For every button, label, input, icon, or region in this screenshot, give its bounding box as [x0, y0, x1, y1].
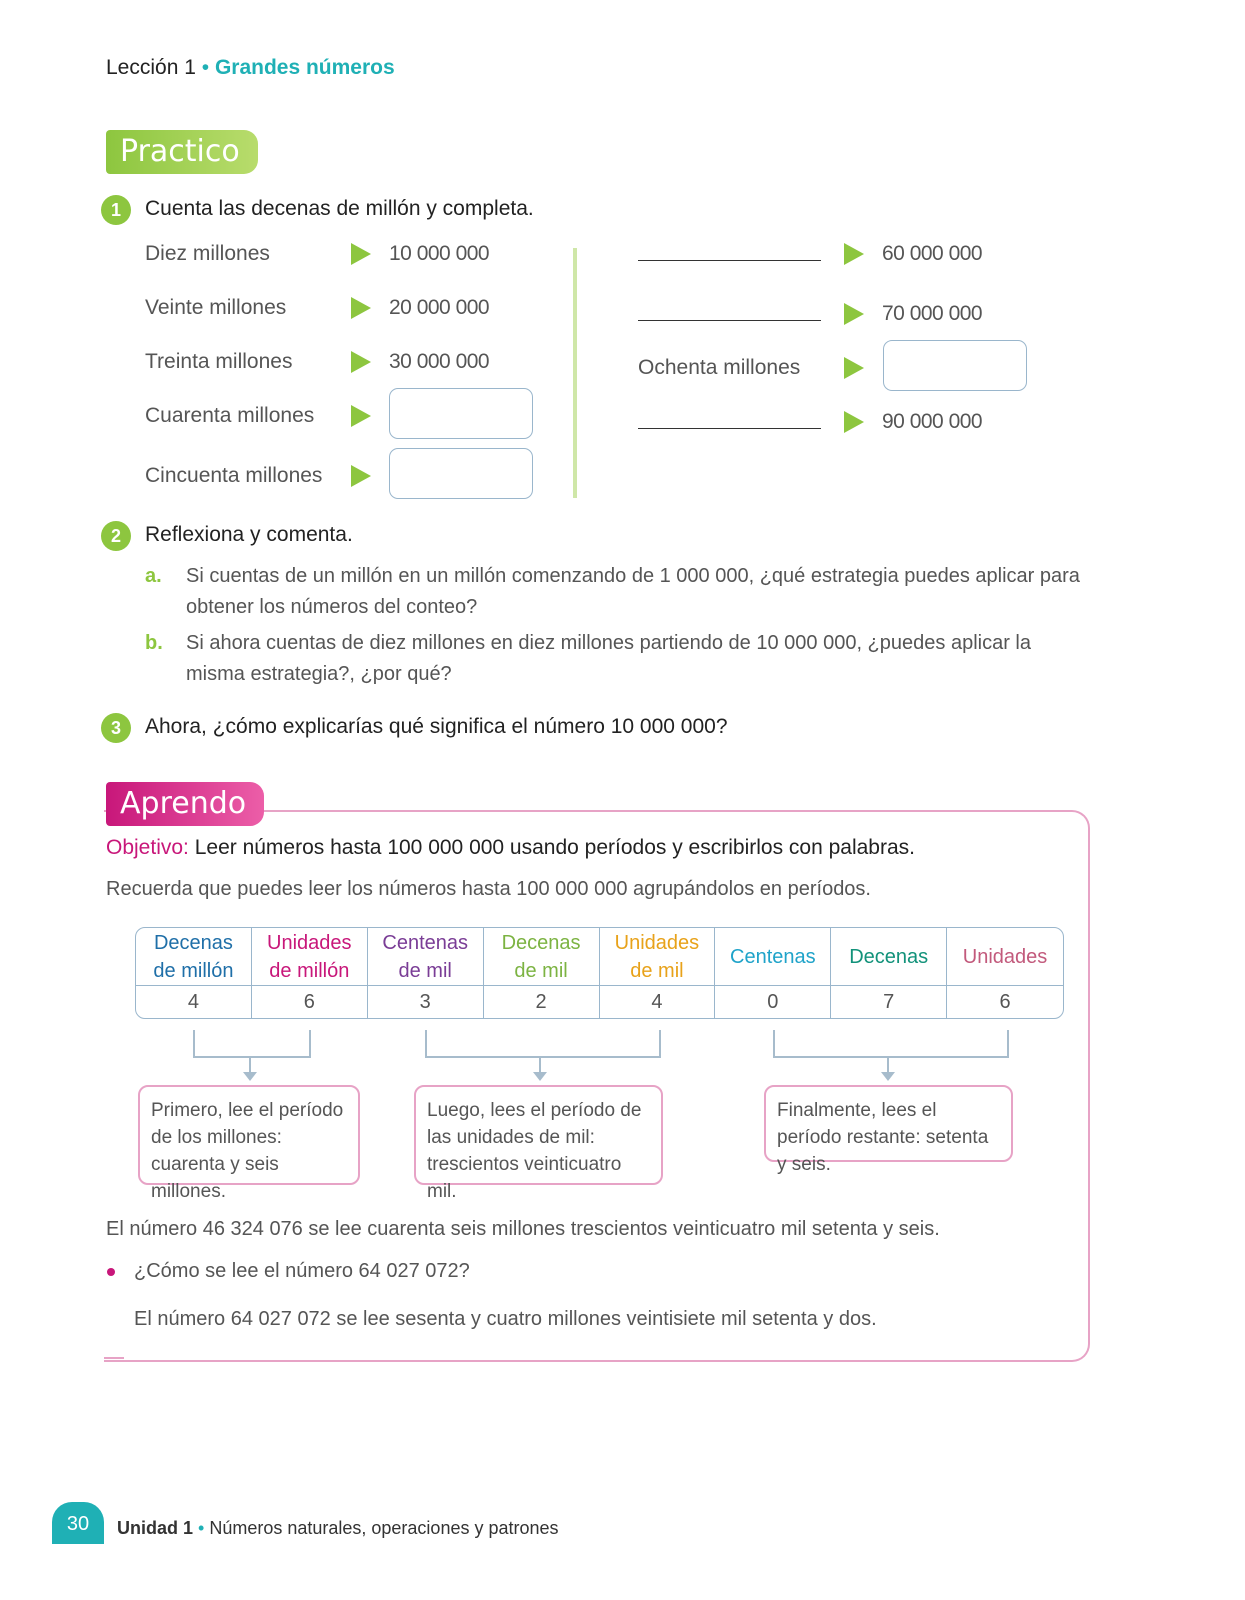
left-row-label: Treinta millones [145, 350, 293, 373]
left-row-value: 10 000 000 [389, 242, 490, 265]
left-row-label: Diez millones [145, 242, 270, 265]
objective-label: Objetivo: [106, 836, 189, 859]
question-3-text: Ahora, ¿cómo explicarías qué significa el número 10 000 000? [145, 715, 728, 738]
arrow-down-icon [533, 1072, 547, 1081]
arrow-right-icon [351, 465, 371, 487]
subquestion-text: Si cuentas de un millón en un millón comenzando de 1 000 000, ¿qué estrategia puedes aplicar para obtener los números del conteo? [186, 565, 1080, 618]
question-3-number: 3 [101, 713, 131, 743]
arrow-right-icon [351, 243, 371, 265]
example-sentence: El número 46 324 076 se lee cuarenta seis millones trescientos veinticuatro mil setenta y seis. [106, 1218, 940, 1240]
note-thousands: Luego, lees el período de las unidades de mil: trescientos veinticuatro mil. [414, 1085, 663, 1185]
objective [106, 836, 915, 860]
footer-title: Números naturales, operaciones y patrones [209, 1518, 559, 1538]
digit-cell: 3 [368, 986, 484, 1018]
header-centenas-de-mil: Centenas de mil [368, 928, 484, 986]
arrow-down-icon [881, 1072, 895, 1081]
period-bracket-thousands [425, 1030, 661, 1058]
arrow-right-icon [844, 357, 864, 379]
note-units: Finalmente, lees el período restante: setenta y seis. [764, 1085, 1013, 1162]
footer [117, 1518, 559, 1539]
header-unidades-de-millon: Unidades de millón [252, 928, 368, 986]
footer-separator: • [193, 1518, 210, 1538]
digit-cell: 4 [600, 986, 716, 1018]
digit-cell: 7 [831, 986, 947, 1018]
header-decenas-de-millon: Decenas de millón [136, 928, 252, 986]
question-1-number: 1 [101, 195, 131, 225]
header-unidades-de-mil: Unidades de mil [600, 928, 716, 986]
subquestion-letter: a. [145, 565, 162, 587]
arrow-right-icon [844, 243, 864, 265]
arrow-right-icon [351, 297, 371, 319]
left-row-label: Cincuenta millones [145, 464, 323, 487]
column-divider [573, 248, 577, 498]
answer-line-sesenta[interactable] [638, 260, 821, 261]
practice-banner: Practico [106, 130, 258, 174]
lesson-topic: Grandes números [214, 56, 395, 79]
period-bracket-units [773, 1030, 1009, 1058]
left-row-value: 30 000 000 [389, 350, 490, 373]
note-millions: Primero, lee el período de los millones: cuarenta y seis millones. [138, 1085, 360, 1185]
bracket-stem [539, 1056, 541, 1072]
subquestion-text: Si ahora cuentas de diez millones en diez millones partiendo de 10 000 000, ¿puedes aplicar la misma estrategia?, ¿por qué? [186, 632, 1031, 685]
header-decenas-de-mil: Decenas de mil [484, 928, 600, 986]
header-centenas: Centenas [715, 928, 831, 986]
footer-unit: Unidad 1 [117, 1518, 194, 1538]
header-decenas: Decenas [831, 928, 947, 986]
recall-text: Recuerda que puedes leer los números hasta 100 000 000 agrupándolos en períodos. [106, 878, 871, 900]
practice-question: ¿Cómo se lee el número 64 027 072? [134, 1260, 470, 1282]
answer-box-cincuenta[interactable] [389, 448, 533, 499]
header-separator: • [195, 56, 215, 79]
left-row-label: Cuarenta millones [145, 404, 315, 427]
bullet-icon [107, 1268, 115, 1276]
question-1-text: Cuenta las decenas de millón y completa. [145, 197, 534, 220]
left-row-label: Veinte millones [145, 296, 287, 319]
answer-line-noventa[interactable] [638, 428, 821, 429]
right-row-value: 90 000 000 [882, 410, 983, 433]
arrow-right-icon [351, 351, 371, 373]
subquestion-letter: b. [145, 632, 163, 654]
bracket-stem [887, 1056, 889, 1072]
question-2-number: 2 [101, 521, 131, 551]
header-unidades: Unidades [947, 928, 1063, 986]
lesson-header [106, 56, 395, 80]
digit-cell: 0 [715, 986, 831, 1018]
digit-cell: 4 [136, 986, 252, 1018]
lesson-number: Lección 1 [106, 56, 196, 79]
digit-cell: 6 [999, 990, 1011, 1013]
right-row-value: 70 000 000 [882, 302, 983, 325]
place-value-table [135, 927, 1064, 1019]
arrow-right-icon [351, 405, 371, 427]
learn-frame-bottom-edge [104, 1357, 124, 1359]
answer-line-setenta[interactable] [638, 320, 821, 321]
left-row-value: 20 000 000 [389, 296, 490, 319]
bracket-stem [249, 1056, 251, 1072]
learn-banner: Aprendo [106, 782, 264, 826]
arrow-right-icon [844, 411, 864, 433]
objective-text: Leer números hasta 100 000 000 usando períodos y escribirlos con palabras. [188, 836, 915, 859]
answer-box-cuarenta[interactable] [389, 388, 533, 439]
digit-cell: 6 [252, 986, 368, 1018]
arrow-down-icon [243, 1072, 257, 1081]
practice-answer: El número 64 027 072 se lee sesenta y cuatro millones veintisiete mil setenta y dos. [134, 1308, 877, 1330]
answer-box-ochenta[interactable] [883, 340, 1027, 391]
digit-cell: 2 [484, 986, 600, 1018]
arrow-right-icon [844, 303, 864, 325]
page-number: 30 [52, 1502, 104, 1544]
question-2-text: Reflexiona y comenta. [145, 523, 353, 546]
period-bracket-millions [193, 1030, 311, 1058]
right-row-label: Ochenta millones [638, 356, 801, 379]
right-row-value: 60 000 000 [882, 242, 983, 265]
